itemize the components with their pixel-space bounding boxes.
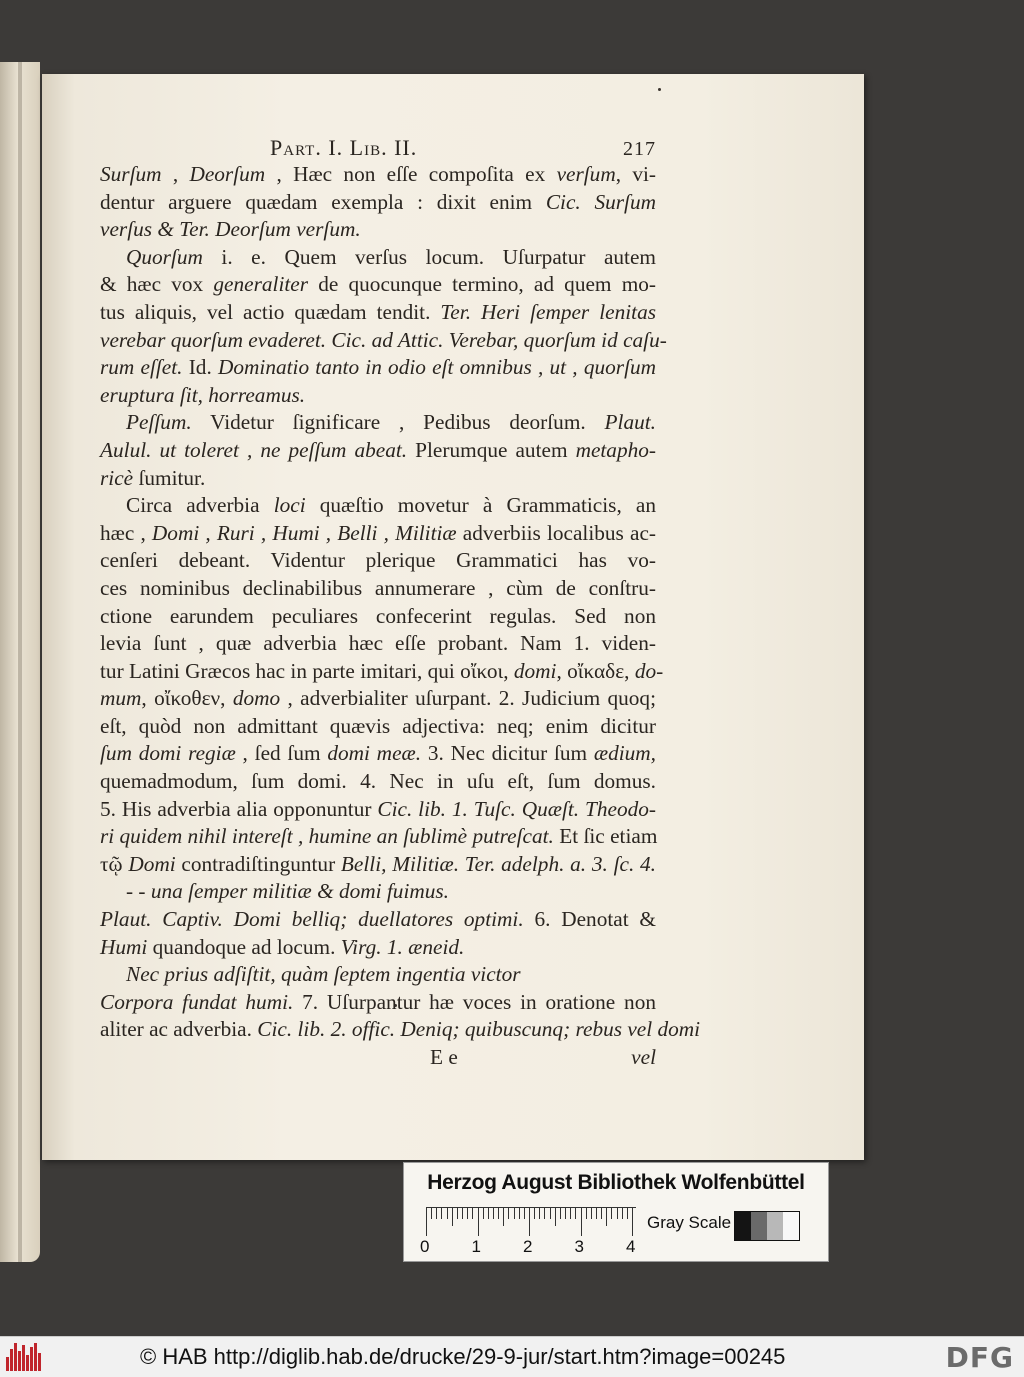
text-run: - - (126, 879, 151, 904)
logo-bar (30, 1347, 33, 1371)
source-url[interactable]: © HAB http://diglib.hab.de/drucke/29-9-jur/start.htm?image=00245 (140, 1344, 786, 1369)
ruler-tick (539, 1208, 540, 1219)
text-run: tur Latini Græcos hac in parte imitari, qui οἴκοι, (100, 658, 514, 683)
text-run: Dominatio tanto in odio eſt omnibus , ut , quorſum (218, 355, 657, 380)
ruler-tick (565, 1208, 566, 1219)
ruler-tick (555, 1208, 556, 1226)
calibration-strip (403, 1162, 829, 1262)
text-line (100, 989, 656, 1017)
text-run: domi meæ. (327, 741, 422, 766)
text-run: ſum domi regiæ (100, 741, 236, 766)
text-run: verſum (556, 162, 616, 186)
text-run: ces nominibus declinabilibus annumerare , cùm de conſtru- (100, 575, 656, 600)
text-run: , adverbialiter uſurpant. 2. Judicium quoq; (280, 686, 656, 711)
gray-patch (783, 1212, 799, 1240)
text-run: Virg. 1. æneid. (340, 934, 465, 959)
ruler-tick (529, 1208, 530, 1236)
ruler-tick (514, 1208, 515, 1219)
paper-speck (658, 88, 661, 91)
text-run: Quorſum (126, 244, 203, 269)
body-text (100, 161, 701, 1044)
text-run: 7. Uſurpantur hæ voces in oratione non (293, 989, 656, 1014)
text-run: Plaut. Captiv. Domi belliq; duellatores optimi. (100, 907, 524, 932)
text-line (100, 878, 656, 906)
text-line (100, 327, 667, 355)
text-line (100, 906, 656, 934)
text-line (100, 603, 656, 631)
ruler-tick (462, 1208, 463, 1219)
logo-bar (14, 1343, 17, 1371)
text-run: 3. Nec dicitur ſum (421, 741, 594, 766)
text-run: cenſeri debeant. Videntur plerique Grammatici has vo- (100, 548, 656, 573)
ruler-tick (550, 1208, 551, 1219)
gray-scale-swatch (734, 1211, 800, 1241)
ruler-tick (570, 1208, 571, 1219)
text-line (100, 630, 656, 658)
ruler-tick (478, 1208, 479, 1236)
text-run: & hæc vox (100, 272, 214, 297)
text-run: Videtur ſignificare , Pedibus deorſum. (191, 410, 605, 435)
ruler-tick (575, 1208, 576, 1219)
text-run: quæſtio movetur à Grammaticis, an (305, 493, 656, 518)
text-run: Domi , Ruri , Humi , Belli , Militiæ (151, 520, 457, 545)
text-line (100, 961, 656, 989)
text-run: mum (100, 686, 142, 711)
text-run: Id. (182, 355, 218, 380)
ruler-tick (508, 1208, 509, 1219)
logo-bar (38, 1353, 41, 1371)
text-run: Ter. Heri ſemper lenitas (440, 299, 657, 324)
text-run: 6. Denotat & (523, 907, 656, 932)
text-run: , Hæc non eſſe compoſita ex (265, 162, 557, 186)
gray-patch (751, 1212, 767, 1240)
text-run: tus aliquis, vel actio quædam tendit. (100, 299, 441, 324)
text-run: ri quidem nihil intereſt , humine an ſublimè putreſcat. (100, 824, 554, 849)
text-line (100, 713, 656, 741)
text-run: quandoque ad locum. (147, 934, 341, 959)
page-text (100, 134, 701, 1072)
text-run: Belli, Militiæ. Ter. adelph. a. 3. ſc. 4. (340, 851, 656, 876)
text-run: levia ſunt , quæ adverbia hæc eſſe probant. Nam 1. viden- (100, 631, 656, 656)
hab-logo-icon (6, 1343, 42, 1371)
text-run: Nec prius adſiſtit, quàm ſeptem ingentia victor (126, 962, 521, 987)
ruler-tick (632, 1208, 633, 1236)
text-run: verebar quorſum evaderet. Cic. ad Attic. Verebar, quorſum id caſu- (100, 327, 667, 352)
text-run: verſus & Ter. Deorſum verſum. (100, 217, 361, 242)
text-run: ſumitur. (133, 465, 206, 490)
dfg-logo: DFG (945, 1341, 1014, 1374)
text-run: , (161, 162, 190, 186)
ruler-tick (426, 1208, 427, 1236)
text-run: Circa adverbia (126, 493, 274, 518)
page-header (100, 134, 656, 161)
ruler-tick (447, 1208, 448, 1219)
text-run: generaliter (213, 272, 309, 297)
text-line (100, 740, 656, 768)
text-line (100, 189, 656, 217)
ruler-tick (488, 1208, 489, 1219)
text-run: Aulul. ut toleret , ne peſſum abeat. (100, 437, 408, 462)
text-run: quemadmodum, ſum domi. 4. Nec in uſu eſt, ſum domus. (100, 769, 656, 794)
text-run: eruptura ſit, horreamus. (100, 382, 306, 407)
text-run: ricè (100, 465, 134, 490)
logo-bar (18, 1351, 21, 1371)
catchword: vel (631, 1045, 656, 1069)
page-footer (100, 1044, 656, 1072)
logo-bar (34, 1343, 37, 1371)
ruler-number: 4 (626, 1237, 636, 1256)
book-page (42, 74, 864, 1160)
text-run: aliter ac adverbia. (100, 1017, 258, 1042)
text-run: ctione earundem peculiares confecerint regulas. Sed non (100, 603, 656, 628)
logo-bar (22, 1345, 25, 1371)
text-run: adverbiis localibus ac- (456, 520, 656, 545)
text-run: Peſſum. (126, 410, 192, 435)
text-run: , ſed ſum (235, 741, 328, 766)
text-line (100, 409, 656, 437)
ruler-tick (544, 1208, 545, 1219)
ruler-tick (524, 1208, 525, 1219)
text-run: , οἴκαδε, (556, 658, 635, 683)
text-run: de quocunque termino, ad quem mo- (308, 272, 656, 297)
text-line (100, 768, 656, 796)
page-number: 217 (623, 138, 656, 160)
text-run: rum eſſet. (100, 355, 183, 380)
text-line (100, 658, 664, 686)
text-run: Cic. lib. 2. offic. Deniq; quibuscunq; rebus vel domi (257, 1017, 701, 1042)
ruler-tick (493, 1208, 494, 1219)
text-line (100, 547, 656, 575)
text-line (100, 437, 656, 465)
text-line (100, 299, 656, 327)
text-run: Surſum (100, 162, 162, 186)
ruler-tick (581, 1208, 582, 1236)
ruler-tick (452, 1208, 453, 1226)
text-run: Domi (128, 851, 176, 876)
ruler-tick (591, 1208, 592, 1219)
text-line (100, 244, 656, 272)
ruler-tick (534, 1208, 535, 1219)
text-line (100, 492, 656, 520)
ruler-tick (519, 1208, 520, 1219)
text-run: Cic. Surſum (545, 189, 656, 214)
logo-bar (26, 1355, 29, 1371)
text-run: una ſemper militiæ & domi fuimus. (150, 879, 450, 904)
ruler-tick (586, 1208, 587, 1219)
text-run: Deorſum (189, 162, 266, 186)
text-run: do- (634, 658, 664, 683)
text-run: Corpora fundat humi. (100, 989, 294, 1014)
gray-scale-label: Gray Scale (647, 1213, 732, 1232)
ruler-tick (601, 1208, 602, 1219)
ruler-tick (627, 1208, 628, 1219)
running-head: Part. I. Lib. II. (270, 135, 418, 160)
text-line (100, 354, 656, 382)
ruler-number: 3 (574, 1237, 584, 1256)
ruler-tick (436, 1208, 437, 1219)
text-line (100, 216, 656, 244)
ruler-tick (560, 1208, 561, 1219)
text-run: domi (513, 658, 557, 683)
text-run: domo (232, 686, 281, 711)
logo-bar (10, 1349, 13, 1371)
text-run: Plerumque autem (407, 437, 576, 462)
text-line (100, 823, 656, 851)
ruler-number: 2 (523, 1237, 533, 1256)
text-run: hæc , (100, 520, 152, 545)
text-run: , vi- (615, 162, 656, 186)
page-gutter (18, 62, 22, 1262)
ruler-tick (606, 1208, 607, 1226)
ruler-tick (467, 1208, 468, 1219)
text-run: eſt, quòd non admittant quævis adjectiva: neq; enim dicitur (100, 713, 656, 738)
ruler-tick (441, 1208, 442, 1219)
ruler-tick (431, 1208, 432, 1219)
ruler-tick (617, 1208, 618, 1219)
text-line (100, 796, 656, 824)
text-run: , οἴκοθεν, (141, 686, 233, 711)
text-line (100, 520, 656, 548)
ruler-tick (596, 1208, 597, 1219)
text-run: metapho- (575, 437, 656, 462)
text-line (100, 851, 656, 879)
text-run: contradiſtinguntur (175, 851, 341, 876)
text-line (100, 934, 656, 962)
previous-page-edge (0, 62, 40, 1262)
text-run: 5. His adverbia alia opponuntur (100, 796, 378, 821)
text-run: τῷ (100, 851, 129, 876)
text-line (100, 575, 656, 603)
ruler (426, 1207, 636, 1240)
ruler-tick (483, 1208, 484, 1219)
text-line (100, 382, 656, 410)
ruler-tick (611, 1208, 612, 1219)
text-line (100, 685, 656, 713)
text-run: loci (273, 493, 306, 518)
ruler-number: 1 (471, 1237, 481, 1256)
ruler-number: 0 (420, 1237, 430, 1256)
text-line (100, 161, 656, 189)
ruler-tick (472, 1208, 473, 1219)
text-run: Humi (100, 934, 148, 959)
ruler-tick (457, 1208, 458, 1219)
text-run: Et ſic etiam (553, 824, 658, 849)
footer-bar (0, 1336, 1024, 1377)
text-line (100, 1016, 701, 1044)
text-line (100, 465, 656, 493)
text-run: Cic. lib. 1. Tuſc. Quæſt. Theodo- (377, 796, 656, 821)
logo-bar (6, 1357, 9, 1371)
text-run: dentur arguere quædam exempla : dixit enim (100, 189, 546, 214)
text-run: Plaut. (604, 410, 656, 435)
text-line (100, 271, 656, 299)
ruler-tick (622, 1208, 623, 1219)
library-name: Herzog August Bibliothek Wolfenbüttel (427, 1171, 805, 1194)
ruler-tick (503, 1208, 504, 1226)
text-run: ædium, (593, 741, 656, 766)
gray-patch (735, 1212, 751, 1240)
signature-mark: E e (430, 1045, 458, 1069)
ruler-tick (498, 1208, 499, 1219)
gray-patch (767, 1212, 783, 1240)
text-run: i. e. Quem verſus locum. Uſurpatur autem (202, 244, 656, 269)
